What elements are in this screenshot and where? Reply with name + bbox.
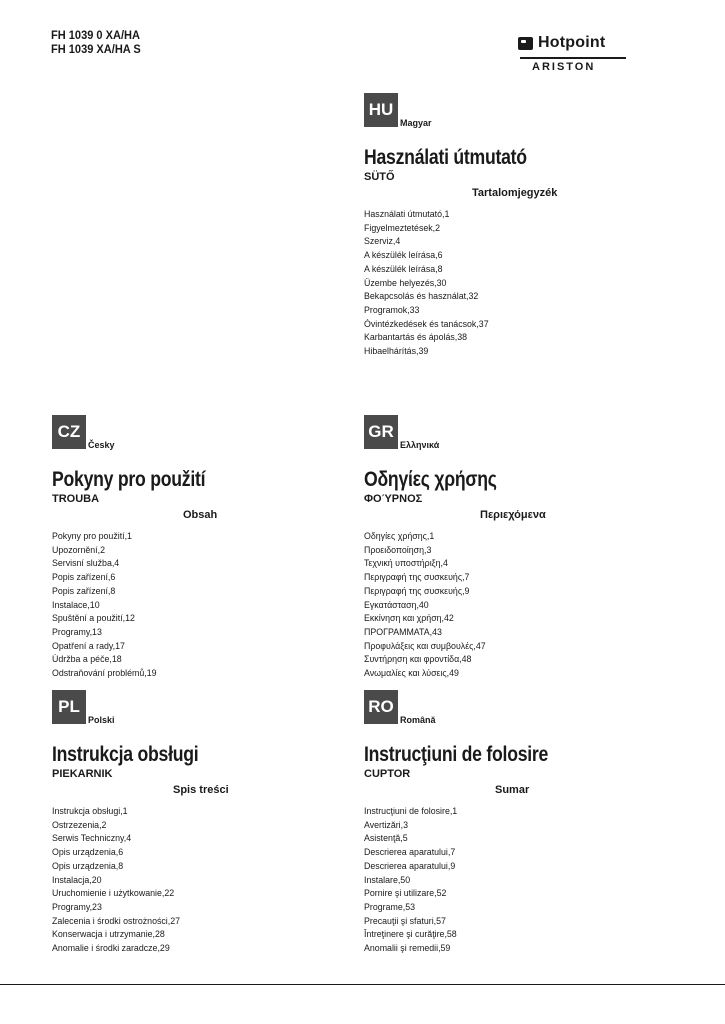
model-numbers bbox=[51, 28, 141, 56]
toc-item: Instrucţiuni de folosire,1 bbox=[364, 806, 458, 817]
toc-item: Konserwacja i utrzymanie,28 bbox=[52, 929, 165, 941]
toc-list bbox=[364, 530, 496, 681]
model-number: FH 1039 0 XA/HA bbox=[51, 28, 140, 42]
toc-item: Anomalii şi remedii,59 bbox=[364, 943, 451, 955]
hotpoint-logo-icon bbox=[518, 37, 533, 50]
toc-item: Εκκίνηση και χρήση,42 bbox=[364, 613, 454, 625]
section-subtitle: TROUBA bbox=[52, 493, 100, 505]
toc-item: ΠΡΟΓΡΑΜΜΑΤΑ,43 bbox=[364, 626, 442, 638]
hotpoint-ariston-logo bbox=[518, 34, 630, 76]
section-title: Használati útmutató bbox=[364, 146, 527, 169]
toc-title: Obsah bbox=[183, 509, 218, 521]
toc-item: Instrukcja obsługi,1 bbox=[52, 806, 128, 817]
toc-item: Popis zařízení,8 bbox=[52, 585, 116, 597]
toc-item: Instalacja,20 bbox=[52, 874, 102, 886]
logo-sub: ARISTON bbox=[532, 61, 596, 73]
toc-item: Figyelmeztetések,2 bbox=[364, 222, 441, 234]
toc-item: Zalecenia i środki ostrożności,27 bbox=[52, 915, 181, 927]
language-name: Ελληνικά bbox=[400, 440, 440, 450]
toc-item: Üzembe helyezés,30 bbox=[364, 277, 447, 289]
language-badge: PL bbox=[52, 690, 86, 724]
toc-item: Használati útmutató,1 bbox=[364, 209, 450, 220]
toc-item: Programy,23 bbox=[52, 901, 102, 913]
section-subtitle: PIEKARNIK bbox=[52, 768, 113, 780]
bottom-divider bbox=[0, 984, 725, 985]
toc-item: Karbantartás és ápolás,38 bbox=[364, 332, 468, 344]
toc-item: Περιγραφή της συσκευής,9 bbox=[364, 585, 470, 597]
toc-item: Εγκατάσταση,40 bbox=[364, 599, 429, 611]
toc-item: Opatření a rady,17 bbox=[52, 640, 125, 652]
toc-item: Popis zařízení,6 bbox=[52, 572, 116, 584]
toc-item: Programok,33 bbox=[364, 304, 420, 316]
toc-list bbox=[52, 530, 166, 681]
section-subtitle: CUPTOR bbox=[364, 768, 411, 780]
toc-item: Περιγραφή της συσκευής,7 bbox=[364, 572, 470, 584]
toc-item: Opis urządzenia,6 bbox=[52, 847, 124, 859]
section-subtitle: ΦΟΎΡΝΟΣ bbox=[364, 493, 423, 505]
toc-title: Περιεχόμενα bbox=[480, 509, 546, 521]
toc-item: Programe,53 bbox=[364, 901, 416, 913]
toc-item: Instalace,10 bbox=[52, 599, 100, 611]
section-title: Οδηγίες χρήσης bbox=[364, 468, 497, 491]
toc-item: Bekapcsolás és használat,32 bbox=[364, 291, 479, 303]
section-title: Instrucţiuni de folosire bbox=[364, 743, 549, 766]
toc-item: Uruchomienie i użytkowanie,22 bbox=[52, 888, 175, 900]
toc-item: Precauţii şi sfaturi,57 bbox=[364, 915, 446, 927]
toc-item: Asistenţă,5 bbox=[364, 833, 408, 845]
toc-item: Servisní služba,4 bbox=[52, 558, 120, 570]
language-name: Polski bbox=[88, 715, 115, 725]
toc-item: Szerviz,4 bbox=[364, 236, 401, 248]
language-badge: CZ bbox=[52, 415, 86, 449]
toc-item: Προφυλάξεις και συμβουλές,47 bbox=[364, 640, 486, 652]
language-badge: RO bbox=[364, 690, 398, 724]
toc-title: Sumar bbox=[495, 784, 530, 796]
language-badge: HU bbox=[364, 93, 398, 127]
toc-list bbox=[52, 805, 191, 956]
toc-item: Τεχνική υποστήριξη,4 bbox=[364, 558, 448, 570]
language-name: Română bbox=[400, 715, 436, 725]
toc-item: Avertizări,3 bbox=[364, 819, 408, 831]
section-subtitle: SÜTŐ bbox=[364, 171, 395, 183]
toc-title: Tartalomjegyzék bbox=[472, 187, 558, 199]
toc-item: Óvintézkedések és tanácsok,37 bbox=[364, 318, 489, 330]
toc-item: Instalare,50 bbox=[364, 874, 411, 886]
toc-item: Odstraňování problémů,19 bbox=[52, 668, 157, 680]
toc-item: Προειδοποίηση,3 bbox=[364, 544, 432, 556]
section-title: Pokyny pro použití bbox=[52, 468, 206, 491]
section-title: Instrukcja obsługi bbox=[52, 743, 199, 766]
toc-item: Ostrzezenia,2 bbox=[52, 819, 107, 831]
toc-item: Descrierea aparatului,9 bbox=[364, 860, 456, 872]
toc-item: Ανωμαλίες και λύσεις,49 bbox=[364, 668, 459, 680]
toc-item: Spuštění a použití,12 bbox=[52, 613, 135, 625]
toc-title: Spis treści bbox=[173, 784, 229, 796]
toc-item: Descrierea aparatului,7 bbox=[364, 847, 456, 859]
toc-item: Programy,13 bbox=[52, 626, 102, 638]
toc-item: Συντήρηση και φροντίδα,48 bbox=[364, 654, 472, 666]
toc-item: Serwis Techniczny,4 bbox=[52, 833, 132, 845]
logo-brand: Hotpoint bbox=[538, 34, 606, 51]
toc-item: Údržba a péče,18 bbox=[52, 654, 122, 666]
language-name: Česky bbox=[88, 440, 115, 450]
language-name: Magyar bbox=[400, 118, 432, 128]
toc-list bbox=[364, 805, 465, 956]
toc-item: Hibaelhárítás,39 bbox=[364, 346, 429, 358]
toc-item: Pokyny pro použití,1 bbox=[52, 531, 132, 542]
toc-item: A készülék leírása,8 bbox=[364, 263, 443, 275]
toc-item: Οδηγίες χρήσης,1 bbox=[364, 531, 435, 542]
toc-item: Pornire şi utilizare,52 bbox=[364, 888, 447, 900]
toc-item: Upozornění,2 bbox=[52, 544, 106, 556]
language-badge: GR bbox=[364, 415, 398, 449]
toc-item: A készülék leírása,6 bbox=[364, 250, 443, 262]
toc-item: Întreţinere şi curăţire,58 bbox=[364, 929, 457, 941]
toc-list bbox=[364, 208, 499, 359]
toc-item: Opis urządzenia,8 bbox=[52, 860, 124, 872]
model-number: FH 1039 XA/HA S bbox=[51, 42, 141, 56]
toc-item: Anomalie i środki zaradcze,29 bbox=[52, 943, 170, 955]
logo-divider bbox=[520, 57, 626, 59]
